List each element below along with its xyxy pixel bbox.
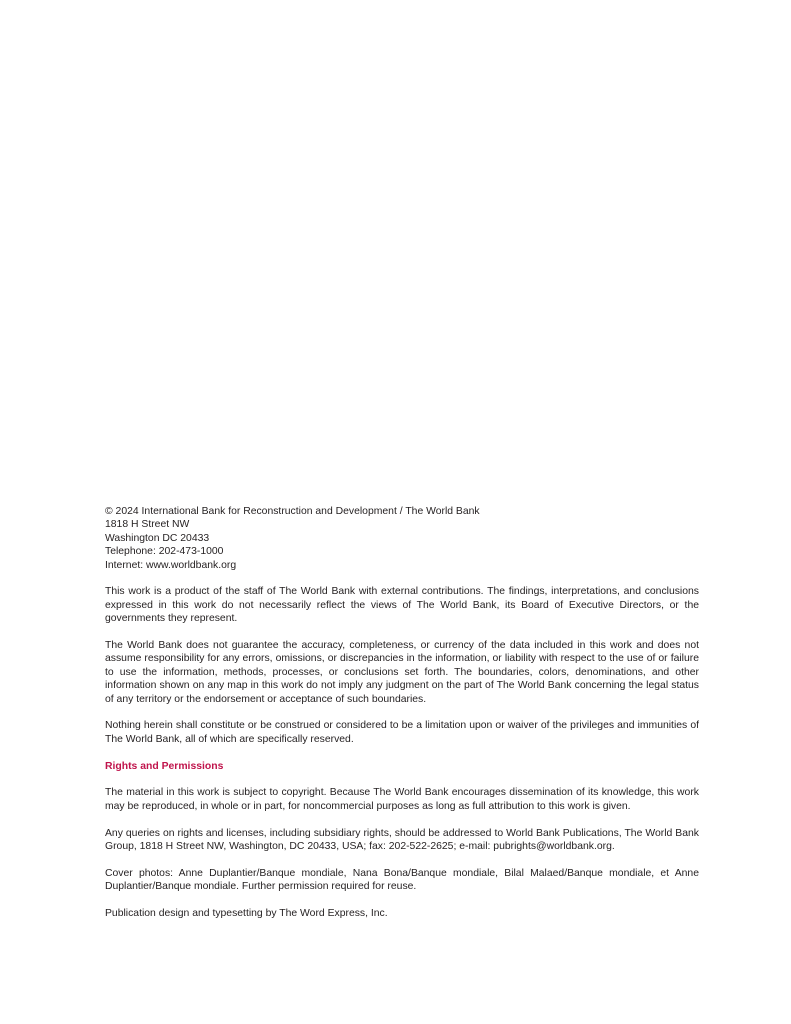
disclaimer-paragraph-staff: This work is a product of the staff of The World Bank with external contributions. The findings, interpretations, and conclusions expressed in this work do not necessarily reflect the views of The World Bank, its Board of Executive Directors, or the governments they represent.	[105, 586, 699, 625]
city-address: Washington DC 20433	[105, 532, 210, 544]
rights-paragraph-copyright: The material in this work is subject to copyright. Because The World Bank encourages dissemination of its knowledge, this work may be reproduced, in whole or in part, for noncommercial purposes as long as full attribution to this work is given.	[105, 787, 699, 812]
street-address: 1818 H Street NW	[105, 519, 190, 531]
telephone: Telephone: 202-473-1000	[105, 546, 224, 558]
cover-photos-credit: Cover photos: Anne Duplantier/Banque mondiale, Nana Bona/Banque mondiale, Bilal Malaed/Banque mondiale, et Anne Duplantier/Banque mondiale. Further permission required for reuse.	[105, 867, 699, 893]
disclaimer-paragraph-immunities: Nothing herein shall constitute or be construed or considered to be a limitation upon or waiver of the privileges and immunities of The World Bank, all of which are specifically reserved.	[105, 720, 699, 745]
copyright-notice: © 2024 International Bank for Reconstruction and Development / The World Bank	[105, 506, 480, 517]
disclaimer-paragraph-accuracy: The World Bank does not guarantee the accuracy, completeness, or currency of the data included in this work and does not assume responsibility for any errors, omissions, or discrepancies in the information, or liability with respect to the use of or failure to use the information, methods, processes, or conclusions set forth. The boundaries, colors, denominations, and other information shown on any map in this work do not imply any judgment on the part of The World Bank concerning the legal status of any territory or the endorsement or acceptance of such boundaries.	[105, 640, 699, 705]
website: Internet: www.worldbank.org	[105, 559, 237, 571]
rights-paragraph-queries: Any queries on rights and licenses, including subsidiary rights, should be addressed to World Bank Publications, The World Bank Group, 1818 H Street NW, Washington, DC 20433, USA; fax: 202-522-2625; e-mail: pubrights@worldbank.org.	[105, 827, 699, 853]
copyright-page	[105, 505, 699, 920]
copyright-address-block	[105, 505, 699, 572]
rights-permissions-heading: Rights and Permissions	[105, 760, 224, 772]
publication-design-credit: Publication design and typesetting by The Word Express, Inc.	[105, 908, 388, 920]
